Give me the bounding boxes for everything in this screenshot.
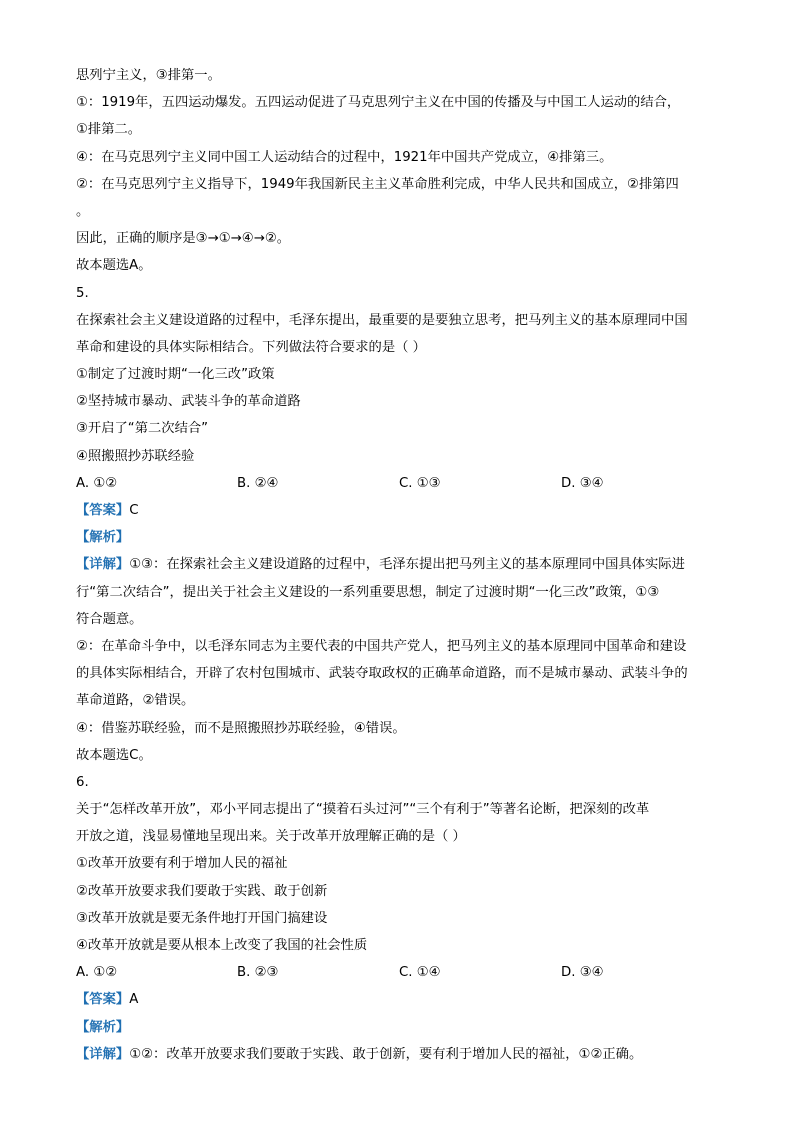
option-b: B. ②④ bbox=[237, 475, 279, 491]
answer-options bbox=[76, 959, 726, 986]
statement: ①改革开放要有利于增加人民的福祉 bbox=[76, 856, 288, 872]
statement: ①制定了过渡时期“一化三改”政策 bbox=[76, 367, 275, 383]
detail-tag: 【详解】 bbox=[76, 557, 130, 573]
question-stem: 革命和建设的具体实际相结合。下列做法符合要求的是（ ） bbox=[76, 339, 426, 355]
option-b: B. ②③ bbox=[237, 965, 279, 981]
answer-value: C bbox=[129, 503, 139, 518]
question-5 bbox=[76, 280, 726, 769]
question-stem: 关于“怎样改革开放”，邓小平同志提出了“摸着石头过河”“三个有利于”等著名论断，把深刻的改革 bbox=[76, 802, 650, 818]
detail-tag: 【详解】 bbox=[76, 1046, 130, 1062]
text-line: 故本题选A。 bbox=[76, 258, 152, 274]
answer-value: A bbox=[129, 992, 139, 1008]
text-line: ④：在马克思列宁主义同中国工人运动结合的过程中，1921年中国共产党成立，④排第三。 bbox=[76, 149, 613, 165]
text-line: ①排第二。 bbox=[76, 122, 142, 138]
analysis-tag: 【解析】 bbox=[76, 530, 130, 546]
document-page bbox=[76, 62, 726, 1068]
analysis-line bbox=[76, 524, 726, 551]
text-line: 因此，正确的顺序是③→①→④→②。 bbox=[76, 231, 291, 247]
detail-text: ①③：在探索社会主义建设道路的过程中，毛泽东提出把马列主义的基本原理同中国具体实际进 bbox=[129, 557, 685, 573]
text-line: 。 bbox=[76, 203, 90, 219]
option-c: C. ①③ bbox=[399, 475, 441, 491]
text-line: ②：在马克思列宁主义指导下，1949年我国新民主主义革命胜利完成，中华人民共和国成立，②排第四 bbox=[76, 176, 679, 192]
detail-text: ②：在革命斗争中，以毛泽东同志为主要代表的中国共产党人，把马列主义的基本原理同中国革命和建设 bbox=[76, 638, 687, 654]
detail-line bbox=[76, 551, 726, 578]
detail-line bbox=[76, 1041, 726, 1068]
statement: ②坚持城市暴动、武装斗争的革命道路 bbox=[76, 394, 301, 410]
answer-line bbox=[76, 986, 726, 1013]
question-number: 6. bbox=[76, 774, 89, 790]
statement: ④照搬照抄苏联经验 bbox=[76, 448, 195, 464]
detail-text: 故本题选C。 bbox=[76, 747, 152, 763]
question-6 bbox=[76, 769, 726, 1068]
statement: ②改革开放要求我们要敢于实践、敢于创新 bbox=[76, 883, 328, 899]
detail-text: ①②：改革开放要求我们要敢于实践、敢于创新，要有利于增加人民的福祉，①②正确。 bbox=[129, 1046, 643, 1062]
statement: ④改革开放就是要从根本上改变了我国的社会性质 bbox=[76, 938, 368, 953]
analysis-tag: 【解析】 bbox=[76, 1019, 130, 1035]
text-line: ①：1919年，五四运动爆发。五四运动促进了马克思列宁主义在中国的传播及与中国工人运动的结合， bbox=[76, 95, 681, 111]
statement: ③改革开放就是要无条件地打开国门搞建设 bbox=[76, 910, 328, 926]
question-number: 5. bbox=[76, 285, 89, 301]
detail-text: 的具体实际相结合，开辟了农村包围城市、武装夺取政权的正确革命道路，而不是城市暴动、武装斗争的 bbox=[76, 666, 688, 682]
detail-text: 革命道路，②错误。 bbox=[76, 693, 195, 709]
question-stem: 开放之道，浅显易懂地呈现出来。关于改革开放理解正确的是（ ） bbox=[76, 829, 466, 845]
option-d: D. ③④ bbox=[561, 965, 604, 981]
answer-options bbox=[76, 470, 726, 497]
previous-answer-explanation bbox=[76, 62, 726, 280]
text-line: 思列宁主义，③排第一。 bbox=[76, 68, 221, 83]
detail-text: 符合题意。 bbox=[76, 611, 143, 627]
option-a: A. ①② bbox=[76, 475, 118, 491]
question-stem: 在探索社会主义建设道路的过程中，毛泽东提出，最重要的是要独立思考，把马列主义的基本原理同中国 bbox=[76, 312, 688, 328]
option-c: C. ①④ bbox=[399, 965, 441, 981]
detail-text: 行“第二次结合”，提出关于社会主义建设的一系列重要思想，制定了过渡时期“一化三改”政策，①③ bbox=[76, 584, 660, 600]
option-a: A. ①② bbox=[76, 965, 118, 981]
analysis-line bbox=[76, 1014, 726, 1041]
option-d: D. ③④ bbox=[561, 475, 604, 491]
statement: ③开启了“第二次结合” bbox=[76, 421, 209, 437]
answer-tag: 【答案】 bbox=[76, 992, 130, 1008]
answer-tag: 【答案】 bbox=[76, 503, 130, 518]
answer-line bbox=[76, 497, 726, 524]
detail-text: ④：借鉴苏联经验，而不是照搬照抄苏联经验，④错误。 bbox=[76, 720, 406, 736]
